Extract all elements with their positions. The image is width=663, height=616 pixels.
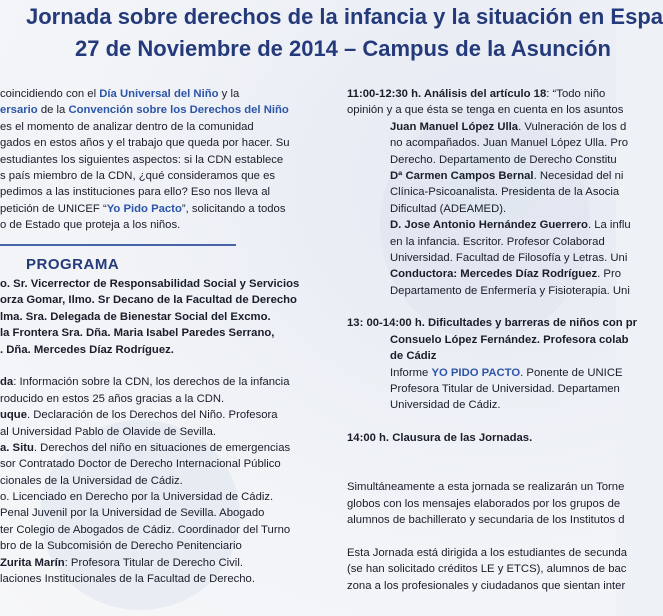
text-run: Universidad de Cádiz.	[390, 399, 501, 412]
schedule-line	[347, 135, 629, 151]
text-run: roducido en estos 25 años gracias a la CDN.	[0, 392, 225, 405]
program-line	[0, 292, 302, 308]
program-line	[0, 505, 302, 521]
text-run: Departamento de Enfermería y Fisioterapia. Uni	[390, 284, 630, 297]
text-run: . Vulneración de los d	[518, 120, 627, 133]
text-run: estudiantes los siguientes aspectos: si la CDN establece	[0, 153, 284, 166]
schedule-line	[347, 283, 630, 299]
schedule-line	[347, 86, 616, 102]
schedule-line	[347, 348, 616, 364]
text-run: da	[0, 376, 14, 389]
text-run: Profesora Titular de Universidad. Departamen	[390, 383, 620, 396]
text-run: al Universidad Pablo de Olavide de Sevilla.	[0, 425, 217, 438]
intro-line	[0, 201, 302, 217]
text-run: alumnos de bachillerato y secundaria de los Institutos d	[347, 514, 625, 527]
text-run: o de Estado que proteja a los niños.	[0, 219, 181, 232]
text-run: Penal Juvenil por la Universidad de Sevilla. Abogado	[0, 507, 265, 520]
program-line	[0, 309, 302, 325]
schedule-line	[347, 184, 620, 200]
text-run: (se han solicitado créditos LE y ETCS), alumnos de bac	[347, 563, 627, 576]
text-run: Convención sobre los Derechos del Niño	[68, 104, 289, 117]
text-run: Simultáneamente a esta jornada se realizarán un Torne	[347, 481, 625, 494]
schedule-line	[347, 201, 616, 217]
text-run: sor Contratado Doctor de Derecho Internacional Público	[0, 458, 281, 471]
text-run: Zurita Marín	[0, 556, 65, 569]
text-run: . Declaración de los Derechos del Niño. Profesora	[27, 409, 278, 422]
schedule-line	[347, 217, 631, 233]
schedule-line	[347, 168, 624, 184]
schedule-line	[347, 430, 616, 446]
text-run: YO PIDO PACTO	[431, 366, 521, 379]
text-run: ersario	[0, 104, 38, 117]
program-line	[0, 473, 302, 489]
text-run: Derecho. Departamento de Derecho Constitu	[390, 153, 617, 166]
schedule-line	[347, 545, 628, 561]
intro-paragraph	[0, 86, 302, 234]
program-heading: PROGRAMA	[26, 256, 120, 273]
program-line	[0, 374, 302, 390]
schedule-column	[347, 86, 638, 594]
text-run: o. Sr. Vicerrector de Responsabilidad Social y Servicios	[0, 278, 300, 290]
schedule-line	[347, 315, 638, 331]
schedule-line	[347, 397, 616, 413]
text-run: s país miembro de la CDN, ¿qué consideramos que es	[0, 169, 276, 182]
schedule-line	[347, 119, 627, 135]
schedule-line	[347, 365, 623, 381]
text-run: . Pro	[597, 268, 621, 281]
text-run: de la	[37, 104, 69, 117]
text-run: Conductora: Mercedes Díaz Rodríguez	[390, 268, 598, 281]
text-run: . La influ	[587, 219, 631, 232]
text-run: globos con los mensajes elaborados por los grupos de	[347, 497, 621, 510]
text-run: : “Todo niño	[546, 88, 606, 100]
program-line	[0, 440, 302, 456]
section-divider	[0, 244, 236, 246]
program-line	[0, 276, 302, 292]
text-run: Clínica-Psicoanalista. Presidenta de la Asocia	[390, 186, 620, 199]
program-line	[0, 538, 302, 554]
intro-line	[0, 135, 302, 151]
title-line-1: Jornada sobre derechos de la infancia y la situación en Espa	[26, 4, 663, 29]
schedule-line	[347, 496, 621, 512]
text-run: Informe	[390, 366, 432, 379]
text-run: es el momento de analizar dentro de la comunidad	[0, 120, 254, 133]
program-line	[0, 489, 302, 505]
text-run: coincidiendo con el	[0, 88, 100, 100]
program-line	[0, 555, 302, 571]
text-run: 14:00 h. Clausura de las Jornadas.	[347, 432, 533, 445]
schedule-line	[347, 414, 616, 430]
text-run: D. Jose Antonio Hernández Guerrero	[390, 219, 588, 232]
text-run: uque	[0, 409, 27, 422]
text-run: Universidad. Facultad de Filosofía y Letras. Uni	[390, 251, 628, 264]
text-run: ter Colegio de Abogados de Cádiz. Coordinador del Turno	[0, 523, 291, 536]
schedule-line	[347, 512, 625, 528]
text-run: 13: 00-14:00 h. Dificultades y barreras de niños con pr	[347, 317, 638, 330]
intro-line	[0, 184, 302, 200]
text-run: Día Universal del Niño	[99, 88, 219, 100]
text-run: la Frontera Sra. Dña. Maria Isabel Paredes Serrano,	[0, 327, 275, 340]
text-run: cionales de la Universidad de Cádiz.	[0, 474, 183, 487]
schedule-line	[347, 463, 616, 479]
text-run: : Profesora Titular de Derecho Civil.	[64, 556, 243, 569]
intro-line	[0, 119, 302, 135]
text-run: Dª Carmen Campos Bernal	[390, 169, 534, 182]
intro-line	[0, 86, 302, 102]
text-run: opinión y a que ésta se tenga en cuenta en los asuntos	[347, 104, 624, 117]
program-line	[0, 456, 302, 472]
text-run: gados en estos años y el trabajo que queda por hacer. Su	[0, 137, 290, 150]
schedule-line	[347, 152, 616, 168]
text-run: . Necesidad del ni	[533, 169, 624, 182]
schedule-line	[347, 102, 624, 118]
text-run: o. Licenciado en Derecho por la Universidad de Cádiz.	[0, 491, 274, 504]
program-line	[0, 391, 302, 407]
program-line	[0, 424, 302, 440]
schedule-line	[347, 381, 620, 397]
text-run: 11:00-12:30 h. Análisis del artículo 18	[347, 88, 547, 100]
schedule-line	[347, 529, 616, 545]
program-list	[0, 276, 302, 587]
program-line	[0, 342, 302, 358]
program-line	[0, 358, 302, 374]
schedule-line	[347, 299, 616, 315]
text-run: laciones Institucionales de la Facultad de Derecho.	[0, 573, 255, 586]
text-run: . Ponente de UNICE	[520, 366, 623, 379]
text-run: zona a los profesionales y ciudadanos que sientan inter	[347, 579, 626, 592]
text-run: de Cádiz	[390, 350, 437, 363]
schedule-line	[347, 561, 627, 577]
text-run: . Dña. Mercedes Díaz Rodríguez.	[0, 343, 174, 356]
intro-line	[0, 168, 302, 184]
intro-line	[0, 102, 302, 118]
program-line	[0, 325, 302, 341]
program-line	[0, 522, 302, 538]
text-run: en la infancia. Escritor. Profesor Colaborad	[390, 235, 605, 248]
text-run: Consuelo López Fernández. Profesora colab	[390, 333, 629, 346]
text-run: bro de la Subcomisión de Derecho Penitenciario	[0, 540, 242, 553]
text-run: . Derechos del niño en situaciones de emergencias	[33, 441, 291, 454]
schedule-line	[347, 447, 616, 463]
schedule-line	[347, 332, 629, 348]
text-run: ”, solicitando a todos	[181, 202, 286, 215]
text-run: Juan Manuel López Ulla	[390, 120, 519, 133]
intro-line	[0, 217, 302, 233]
text-run: lma. Sra. Delegada de Bienestar Social del Excmo.	[0, 310, 271, 323]
text-run: pedimos a las instituciones para ello? Eso nos lleva al	[0, 186, 271, 199]
text-run: Yo Pido Pacto	[106, 202, 182, 215]
schedule-line	[347, 234, 616, 250]
text-run: Dificultad (ADEAMED).	[390, 202, 507, 215]
schedule-line	[347, 479, 625, 495]
intro-line	[0, 152, 302, 168]
text-run: no acompañados. Juan Manuel López Ulla. Pro	[390, 137, 629, 150]
program-line	[0, 571, 302, 587]
text-run: petición de UNICEF “	[0, 202, 107, 215]
text-run: y la	[218, 88, 240, 100]
text-run: a. Situ	[0, 441, 34, 454]
schedule-line	[347, 266, 621, 282]
text-run: orza Gomar, Ilmo. Sr Decano de la Facultad de Derecho	[0, 294, 297, 307]
program-line	[0, 407, 302, 423]
text-run: : Información sobre la CDN, los derechos de la infancia	[13, 376, 290, 389]
title-line-2: 27 de Noviembre de 2014 – Campus de la Asunción	[75, 36, 611, 61]
text-run: Esta Jornada está dirigida a los estudiantes de secunda	[347, 546, 628, 559]
schedule-line	[347, 578, 626, 594]
schedule-line	[347, 250, 628, 266]
